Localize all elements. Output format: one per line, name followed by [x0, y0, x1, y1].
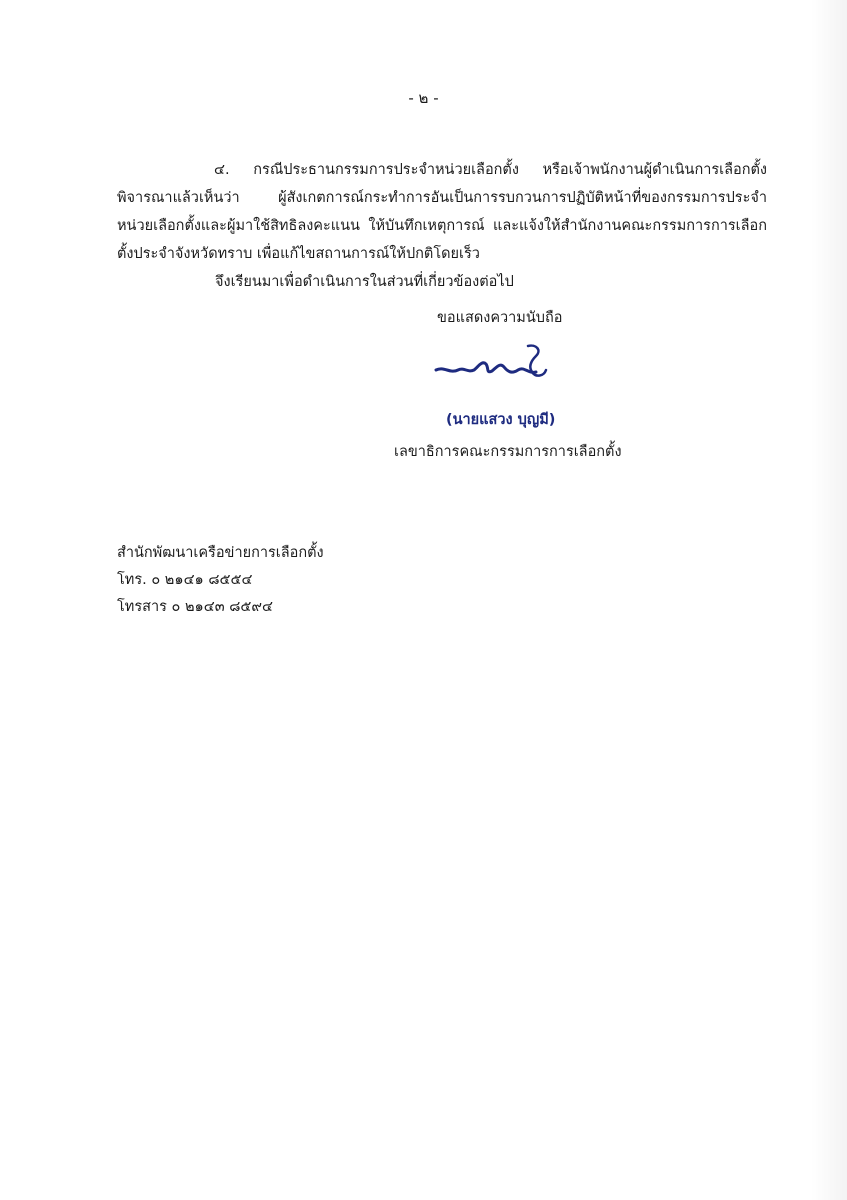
- paragraph-item-4: ๔. กรณีประธานกรรมการประจำหน่วยเลือกตั้ง หรือเจ้าพนักงานผู้ดำเนินการเลือกตั้ง พิจารณาแล้วเห็นว่า ผู้สังเกตการณ์กระทำการอันเป็นการรบกวนการปฏิบัติหน้าที่ของกรรมการประจำหน่วยเลือกตั้งและผู้มาใช้สิทธิลงคะแนน ให้บันทึกเหตุการณ์ และแจ้งให้สำนักงานคณะกรรมการการเลือกตั้งประจำจังหวัดทราบ เพื่อแก้ไขสถานการณ์ให้ปกติโดยเร็ว: [117, 162, 767, 262]
- office-phone: โทร. ๐ ๒๑๔๑ ๘๕๕๔: [117, 572, 253, 588]
- office-name: สำนักพัฒนาเครือข่ายการเลือกตั้ง: [117, 545, 324, 561]
- page-edge-shadow: [811, 0, 847, 1200]
- signer-name: (นายแสวง บุญมี): [446, 412, 556, 428]
- office-contact-block: [117, 540, 324, 621]
- signer-title: เลขาธิการคณะกรรมการการเลือกตั้ง: [394, 444, 622, 460]
- closing-line: จึงเรียนมาเพื่อดำเนินการในส่วนที่เกี่ยวข้องต่อไป: [215, 274, 514, 290]
- body-paragraph-block: [117, 156, 767, 268]
- office-fax: โทรสาร ๐ ๒๑๔๓ ๘๕๙๔: [117, 599, 273, 615]
- handwritten-signature: [432, 340, 552, 390]
- regards-line: ขอแสดงความนับถือ: [437, 310, 563, 326]
- page-number: - ๒ -: [408, 89, 439, 107]
